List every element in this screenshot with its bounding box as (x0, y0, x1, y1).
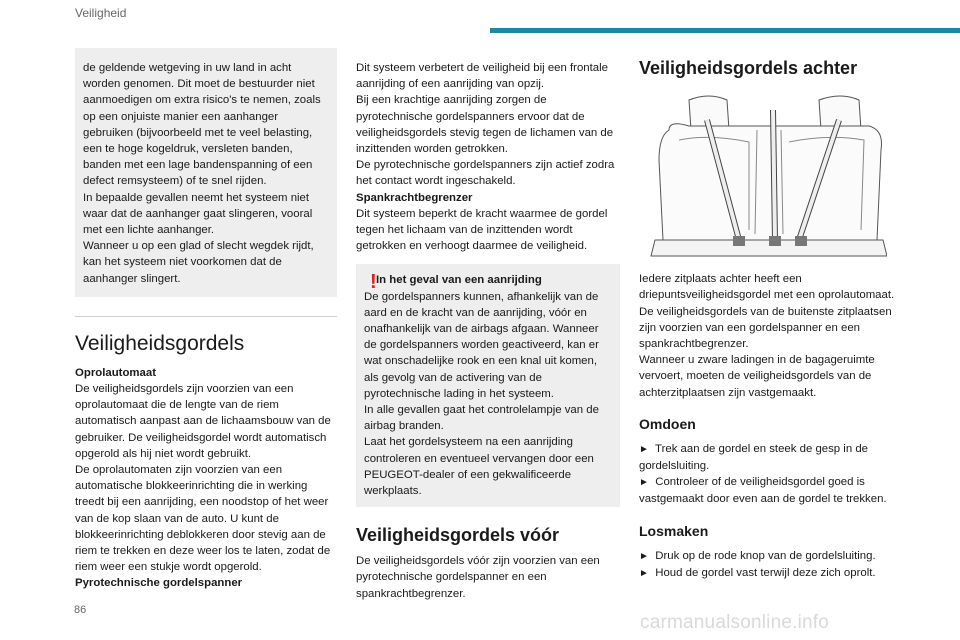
paragraph: De pyrotechnische gordelspanners zijn actief zodra het contact wordt ingeschakeld. (356, 159, 615, 188)
page-number: 86 (74, 604, 87, 616)
step-item (639, 565, 897, 582)
section-title-front-belts: Veiligheidsgordels vóór (356, 525, 560, 546)
paragraph: De veiligheidsgordels zijn voorzien van een oprolautomaat die de lengte van de riem automatisch aanpast aan de lichaamsbouw van de gebruiker. De veiligheidsgordel wordt automatisch opgerold als hij niet wordt gebruikt. (75, 383, 331, 460)
note-paragraph: Wanneer u op een glad of slecht wegdek rijdt, kan het systeem niet voorkomen dat de aanhanger slingert. (83, 240, 314, 285)
arrow-bullet-icon: ► (639, 567, 649, 579)
note-paragraph: In bepaalde gevallen neemt het systeem niet waar dat de aanhanger gaat slingeren, vooral met een lichte aanhanger. (83, 191, 313, 237)
trailer-note-box (75, 48, 337, 297)
step-text: Druk op de rode knop van de gordelsluiting. (655, 549, 876, 562)
arrow-bullet-icon: ► (639, 550, 649, 562)
column-right (639, 48, 897, 582)
warning-paragraph: De gordelspanners kunnen, afhankelijk van de aard en de kracht van de aanrijding, vóór en onafhankelijk van de airbags afgaan. Wanneer de gordelspanners worden geactiveerd, kan er wat onschadelijke rook en een knal uit komen, als gevolg van de activering van de pyrotechnische lading in het systeem. (364, 290, 599, 400)
step-text: Trek aan de gordel en steek de gesp in de gordelsluiting. (639, 442, 869, 473)
paragraph: Iedere zitplaats achter heeft een driepuntsveiligheidsgordel met een oprolautomaat. (639, 273, 895, 302)
step-item (639, 548, 897, 565)
column-middle (356, 48, 620, 602)
step-text: Controleer of de veiligheidsgordel goed is vastgemaakt door even aan de gordel te trekken. (639, 476, 887, 506)
subheading-oprolautomaat: Oprolautomaat (75, 366, 157, 379)
step-item (639, 441, 897, 474)
subheading-pyrotechnic: Pyrotechnische gordelspanner (75, 577, 243, 590)
note-paragraph: de geldende wetgeving in uw land in acht worden genomen. Dit moet de bestuurder niet aanmoedigen om extra risico's te nemen, zoals op een onjuiste manier een aanhanger gebruiken (bijvoorbeeld met te veel belasting, een te hoge kogeldruk, versleten banden, banden met een lage bandenspanning of een defect remsysteem) of te snel rijden. (83, 62, 321, 188)
running-header: Veiligheid (75, 6, 127, 20)
warning-paragraph: Laat het gordelsysteem na een aanrijding controleren en eventueel vervangen door een PEUGEOT-dealer of een gekwalificeerde werkplaats. (364, 436, 594, 498)
paragraph: De veiligheidsgordels vóór zijn voorzien van een pyrotechnische gordelspanner en een spankrachtbegrenzer. (356, 555, 600, 600)
arrow-bullet-icon: ► (639, 477, 649, 489)
paragraph: Dit systeem verbetert de veiligheid bij een frontale aanrijding of een aanrijding van opzij. (356, 62, 608, 91)
arrow-bullet-icon: ► (639, 443, 649, 455)
header-accent-bar (490, 28, 960, 33)
paragraph: De veiligheidsgordels van de buitenste zitplaatsen zijn voorzien van een gordelspanner en een spankrachtbegrenzer. (639, 305, 892, 351)
subheading-spankrachtbegrenzer: Spankrachtbegrenzer (356, 191, 473, 204)
step-text: Houd de gordel vast terwijl deze zich oprolt. (655, 566, 876, 579)
warning-title: In het geval van een aanrijding (376, 274, 542, 287)
warning-exclamation-icon: ! (370, 271, 377, 294)
paragraph: De oprolautomaten zijn voorzien van een automatische blokkeerinrichting die in werking treedt bij een aanrijding, een noodstop of het weer van de kop slaan van de auto. U kunt de blokkeerinrichting deblokkeren door stevig aan de riem te trekken en deze weer los te laten, zodat de riem weer een stukje wordt opgerold. (75, 464, 331, 574)
heading-losmaken: Losmaken (639, 522, 709, 539)
watermark: carmanualsonline.info (640, 612, 830, 633)
column-left (75, 48, 337, 592)
step-item (639, 474, 897, 507)
paragraph: Dit systeem beperkt de kracht waarmee de gordel tegen het lichaam van de inzittenden wordt getrokken en verhoogt daarmee de veiligheid. (356, 207, 608, 253)
warning-box (356, 264, 620, 507)
section-title-rear-belts: Veiligheidsgordels achter (639, 58, 858, 78)
section-title-seatbelts: Veiligheidsgordels (75, 316, 337, 357)
rear-seat-belts-illustration (649, 90, 887, 258)
warning-paragraph: In alle gevallen gaat het controlelampje van de airbag branden. (364, 404, 599, 433)
paragraph: Bij een krachtige aanrijding zorgen de pyrotechnische gordelspanners ervoor dat de veiligheidsgordels stevig tegen de lichamen van de inzittenden worden getrokken. (356, 94, 614, 156)
paragraph: Wanneer u zware ladingen in de bagageruimte vervoert, moeten de veiligheidsgordels van de achterzitplaatsen zijn vastgemaakt. (639, 354, 875, 399)
heading-omdoen: Omdoen (639, 415, 696, 432)
